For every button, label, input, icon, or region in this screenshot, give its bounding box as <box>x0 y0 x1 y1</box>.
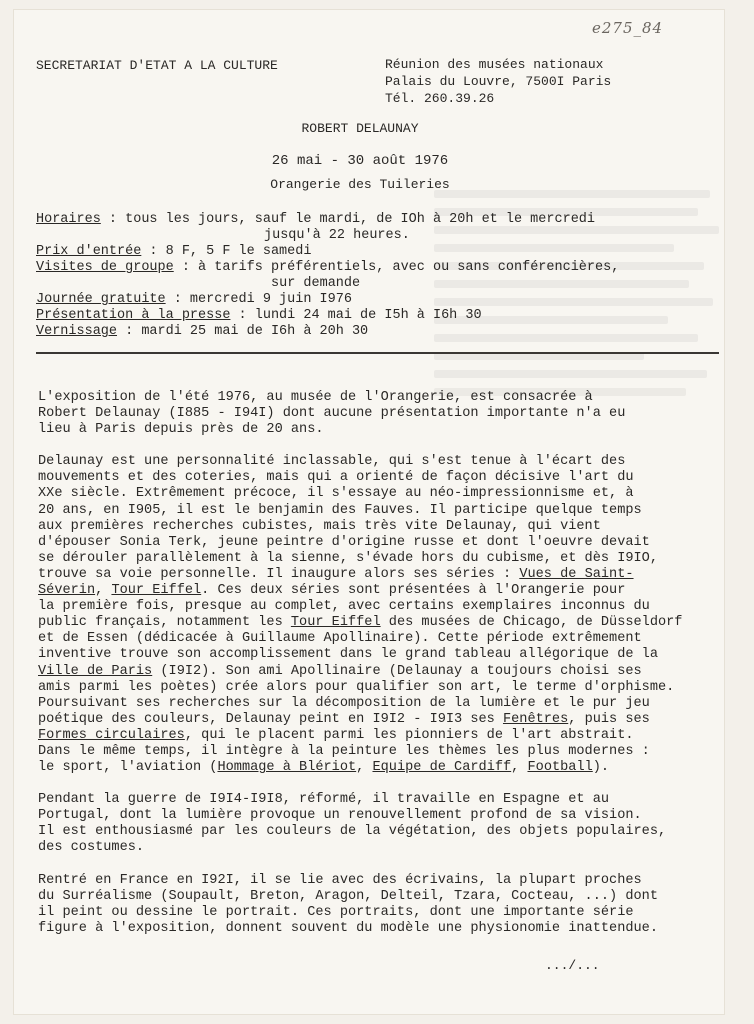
text-line: 20 ans, en I905, il est le benjamin des Fauves. Il participe quelque temps <box>38 502 642 518</box>
artwork-title: Football <box>527 760 593 776</box>
text-run: des musées de Chicago, de Düsseldorf <box>380 615 683 631</box>
info-value: : tous les jours, sauf le mardi, de IOh à 20h et le mercredi <box>100 212 595 227</box>
text-run: , qui le placent parmi les pionniers de l'art abstrait. <box>184 727 634 743</box>
artwork-title: Tour Eiffel <box>111 583 202 599</box>
paragraph <box>38 792 718 856</box>
address-line: Réunion des musées nationaux <box>385 57 604 72</box>
info-value: : à tarifs préférentiels, avec ou sans conférencières, <box>173 260 620 275</box>
text-line: Il est enthousiasmé par les couleurs de la végétation, des objets populaires, <box>38 824 667 840</box>
info-label: Vernissage <box>36 324 118 339</box>
text-line: la première fois, presque au complet, avec certains exemplaires inconnus du <box>38 599 650 615</box>
text-line: lieu à Paris depuis près de 20 ans. <box>38 422 324 438</box>
text-line: Portugal, dont la lumière provoque un renouvellement profond de sa vision. <box>38 808 642 824</box>
info-value: : lundi 24 mai de I5h à I6h 30 <box>230 308 482 323</box>
info-value: : mercredi 9 juin I976 <box>165 292 352 307</box>
info-label: Prix d'entrée <box>36 244 142 259</box>
text-line <box>38 728 718 744</box>
info-row-vernissage <box>36 324 676 340</box>
text-line: des costumes. <box>38 840 145 856</box>
museum-address <box>385 56 611 107</box>
text-run: . Ces deux séries sont présentées à l'Orangerie pour <box>201 583 626 599</box>
artist-title: ROBERT DELAUNAY <box>301 121 419 136</box>
text-line <box>38 712 718 728</box>
text-run: (I9I2). Son ami Apollinaire (Delaunay a toujours choisi ses <box>152 663 642 679</box>
text-run: le sport, l'aviation ( <box>38 760 218 776</box>
info-row-prix <box>36 244 676 260</box>
artwork-title: Ville de Paris <box>38 663 153 679</box>
text-line: figure à l'exposition, donnent souvent du modèle une physionomie inattendue. <box>38 920 658 936</box>
info-value: : mardi 25 mai de I6h à 20h 30 <box>117 324 369 339</box>
body-text <box>38 390 718 953</box>
text-line: du Surréalisme (Soupault, Breton, Aragon, Delteil, Tzara, Cocteau, ...) dont <box>38 888 658 904</box>
text-run: trouve sa voie personnelle. Il inaugure alors ses séries : <box>38 566 520 582</box>
exhibition-venue: Orangerie des Tuileries <box>270 177 450 192</box>
text-line: Robert Delaunay (I885 - I94I) dont aucune présentation importante n'a eu <box>38 406 626 422</box>
text-line <box>38 664 718 680</box>
info-row-continuation: sur demande <box>271 276 361 291</box>
exhibition-dates: 26 mai - 30 août 1976 <box>271 153 449 169</box>
info-value: : 8 F, 5 F le samedi <box>141 244 312 259</box>
artwork-title: Fenêtres <box>502 711 569 727</box>
text-line: Poursuivant ses recherches sur la décomposition de la lumière et le pur jeu <box>38 695 650 711</box>
info-label: Visites de groupe <box>36 260 174 275</box>
text-run: , <box>95 583 112 599</box>
text-line <box>38 567 718 583</box>
text-line: Delaunay est une personnalité inclassable, qui s'est tenue à l'écart des <box>38 454 626 470</box>
text-line <box>38 760 718 776</box>
text-line: XXe siècle. Extrêmement précoce, il s'essaye au néo-impressionnisme et, à <box>38 486 634 502</box>
text-line: amis parmi les poètes) crée alors pour qualifier son art, le terme d'orphisme. <box>38 679 675 695</box>
info-label: Horaires <box>36 212 101 227</box>
artwork-title: Hommage à Blériot <box>217 760 357 776</box>
text-line: Dans le même temps, il intègre à la peinture les thèmes les plus modernes : <box>38 743 650 759</box>
address-line: Tél. 260.39.26 <box>385 91 495 106</box>
practical-info <box>36 212 676 340</box>
paragraph <box>38 390 718 438</box>
artwork-title: Tour Eiffel <box>290 615 381 631</box>
text-run: ). <box>592 760 610 776</box>
artwork-title: Séverin <box>38 583 96 599</box>
text-line <box>38 615 718 631</box>
handwritten-reference: e275_84 <box>592 19 664 37</box>
text-line: il peint ou dessine le portrait. Ces portraits, dont une importante série <box>38 904 634 920</box>
text-line: inventive trouve son accomplissement dans le grand tableau allégorique de la <box>38 647 658 663</box>
text-run: , <box>356 760 373 776</box>
text-line: Pendant la guerre de I9I4-I9I8, réformé, il travaille en Espagne et au <box>38 792 610 808</box>
text-line: mouvements et des coteries, mais qui a orienté de façon décisive l'art du <box>38 470 634 486</box>
text-line: L'exposition de l'été 1976, au musée de l'Orangerie, est consacrée à <box>38 390 593 405</box>
text-run: public français, notamment les <box>38 615 291 631</box>
artwork-title: Equipe de Cardiff <box>372 760 512 776</box>
info-row-visites <box>36 260 676 276</box>
text-line: et de Essen (dédicacée à Guillaume Apollinaire). Cette période extrêmement <box>38 631 642 647</box>
ministry-heading: SECRETARIAT D'ETAT A LA CULTURE <box>36 58 278 73</box>
text-line: se dérouler parallèlement à la sienne, s'évade hors du cubisme, et dès I9IO, <box>38 550 658 566</box>
info-row-continuation: jusqu'à 22 heures. <box>264 228 410 243</box>
text-run: poétique des couleurs, Delaunay peint en I9I2 - I9I3 ses <box>38 711 503 727</box>
text-line: d'épouser Sonia Terk, jeune peintre d'origine russe et dont l'oeuvre devait <box>38 534 650 550</box>
artwork-title: Vues de Saint- <box>519 566 634 582</box>
divider <box>36 352 719 354</box>
text-line: aux premières recherches cubistes, mais très vite Delaunay, qui vient <box>38 518 601 534</box>
info-row-presse <box>36 308 676 324</box>
address-line: Palais du Louvre, 7500I Paris <box>385 74 612 89</box>
paragraph <box>38 454 718 776</box>
paragraph <box>38 873 718 937</box>
text-line <box>38 583 718 599</box>
info-row-journee <box>36 292 676 308</box>
info-label: Journée gratuite <box>36 292 166 307</box>
info-row-horaires <box>36 212 676 228</box>
info-label: Présentation à la presse <box>36 308 231 323</box>
continued-marker: .../... <box>545 958 600 973</box>
artwork-title: Formes circulaires <box>38 727 185 743</box>
text-run: , <box>511 760 528 776</box>
text-run: , puis ses <box>568 711 650 727</box>
text-line: Rentré en France en I92I, il se lie avec des écrivains, la plupart proches <box>38 872 642 888</box>
